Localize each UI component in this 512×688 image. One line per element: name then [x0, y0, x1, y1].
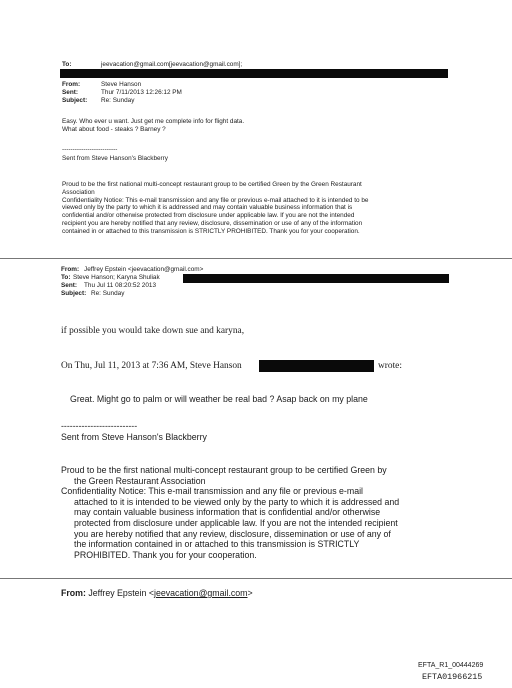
divider	[0, 258, 512, 259]
email1-from-value: Steve Hanson	[101, 81, 142, 88]
disclaimer-line: Association	[62, 188, 95, 196]
disclaimer-line: the information contained in or attached to this transmission is STRICTLY	[74, 539, 360, 550]
disclaimer-line: recipient you are hereby notified that any review, disclosure, dissemination or use of any of the information	[62, 219, 363, 227]
email1-to-value: jeevacation@gmail.com[jeevacation@gmail.com];	[101, 61, 243, 68]
email1-to-label: To:	[62, 61, 72, 68]
email1-signature	[62, 146, 462, 163]
disclaimer-line: Proud to be the first national multi-concept restaurant group to be certified Green by the Green Restaurant	[62, 181, 362, 188]
email2-signature	[61, 421, 461, 442]
email2-quoted-message: Great. Might go to palm or will weather be real bad ? Asap back on my plane	[70, 394, 368, 404]
disclaimer-line: you are hereby notified that any review, disclosure, dissemination or use of any of	[74, 528, 391, 539]
email2-to-label: To:	[61, 274, 71, 281]
email2-sent-label: Sent:	[61, 282, 77, 289]
disclaimer-line: the Green Restaurant Association	[74, 475, 206, 486]
email2-sent-value: Thu Jul 11 08:20:52 2013	[84, 282, 157, 289]
email2-from-value: Jeffrey Epstein <jeevacation@gmail.com>	[84, 266, 204, 273]
signature-dashes: --------------------------	[62, 146, 118, 153]
email1-body	[62, 118, 462, 134]
email1-subject-label: Subject:	[62, 97, 88, 104]
disclaimer-line: protected from disclosure under applicable law. If you are not the intended recipient	[74, 517, 398, 528]
disclaimer-line: attached to it is intended to be viewed only by the party to which it is addressed and	[74, 496, 400, 507]
email3-from-email: jeevacation@gmail.com	[153, 588, 248, 598]
email2-subject-label: Subject:	[61, 290, 87, 297]
disclaimer-line: viewed only by the party to which it is addressed and may contain valuable business information that is	[62, 204, 353, 212]
email3-from-name: Jeffrey Epstein <	[88, 588, 154, 598]
disclaimer-line: may contain valuable business information that is confidential and/or otherwise	[74, 507, 381, 518]
email2-subject-value: Re: Sunday	[91, 290, 125, 297]
email1-sent-label: Sent:	[62, 89, 78, 96]
bates-number-2: EFTA01966215	[422, 672, 483, 682]
email2-from-label: From:	[61, 266, 80, 273]
divider	[0, 578, 512, 579]
email1-body-line: Easy. Who ever u want. Just get me complete info for flight data.	[62, 118, 245, 125]
email1-from-label: From:	[62, 81, 81, 88]
signature-sent-from: Sent from Steve Hanson's Blackberry	[61, 431, 207, 442]
disclaimer-line: Proud to be the first national multi-concept restaurant group to be certified Green by	[61, 465, 387, 475]
disclaimer-line: Confidentiality Notice: This e-mail transmission and any file or previous e-mail attached to it is intended to be	[62, 196, 369, 204]
bates-number-1: EFTA_R1_00444269	[418, 662, 484, 669]
disclaimer-line: contained in or attached to this transmission is STRICTLY PROHIBITED. Thank you for your cooperation.	[62, 227, 360, 235]
redaction-bar	[183, 274, 449, 283]
email1-body-line: What about food - steaks ? Barney ?	[62, 125, 166, 133]
email2-to-value: Steve Hanson; Karyna Shuliak	[73, 274, 160, 281]
email1-disclaimer	[62, 181, 462, 236]
email3-from-label: From:	[61, 588, 86, 598]
email3-from-close: >	[247, 588, 253, 598]
disclaimer-line: PROHIBITED. Thank you for your cooperation.	[74, 549, 257, 560]
redaction-bar	[60, 69, 448, 78]
email2-disclaimer	[61, 465, 461, 560]
email3-header	[61, 588, 253, 599]
disclaimer-line: confidential and/or otherwise protected from disclosure under applicable law. If you are not the intended	[62, 212, 355, 220]
email2-quote-wrote: wrote:	[378, 361, 402, 371]
email2-quote-intro: On Thu, Jul 11, 2013 at 7:36 AM, Steve Hanson	[61, 361, 242, 371]
email1-sent-value: Thur 7/11/2013 12:26:12 PM	[101, 89, 182, 96]
signature-sent-from: Sent from Steve Hanson's Blackberry	[62, 154, 169, 162]
email1-subject-value: Re: Sunday	[101, 97, 135, 104]
disclaimer-line: Confidentiality Notice: This e-mail transmission and any file or previous e-mail	[61, 486, 363, 497]
redaction-bar	[259, 360, 374, 372]
email2-reply-text: if possible you would take down sue and karyna,	[61, 326, 245, 336]
signature-dashes: --------------------------	[61, 421, 138, 431]
